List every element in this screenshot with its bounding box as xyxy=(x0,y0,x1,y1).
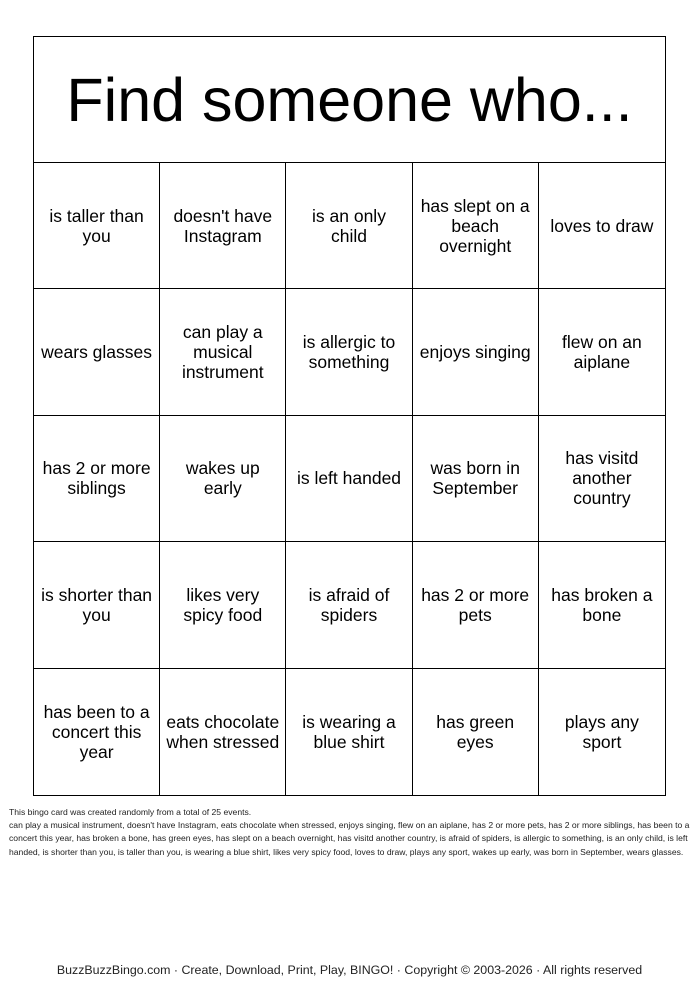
bingo-grid xyxy=(34,163,665,795)
bingo-cell: has green eyes xyxy=(413,669,539,795)
bingo-cell: is taller than you xyxy=(34,163,160,289)
bingo-cell: has slept on a beach overnight xyxy=(413,163,539,289)
bingo-cell: is wearing a blue shirt xyxy=(286,669,412,795)
bingo-cell: wears glasses xyxy=(34,289,160,415)
bingo-cell: likes very spicy food xyxy=(160,542,286,668)
bingo-cell: was born in September xyxy=(413,416,539,542)
card-info xyxy=(9,806,693,859)
card-info-events: can play a musical instrument, doesn't have Instagram, eats chocolate when stressed, enjoys singing, flew on an aiplane, has 2 or more pets, has 2 or more siblings, has been to a concert this year, has broken a bone, has green eyes, has slept on a beach overnight, has visitd another country, is afraid of spiders, is allergic to something, is an only child, is left handed, is shorter than you, is taller than you, is wearing a blue shirt, likes very spicy food, loves to draw, plays any sport, wakes up early, was born in September, wears glasses. xyxy=(9,820,690,857)
bingo-cell: has 2 or more pets xyxy=(413,542,539,668)
bingo-cell: plays any sport xyxy=(564,711,639,752)
bingo-cell: eats chocolate when stressed xyxy=(160,669,286,795)
bingo-cell: doesn't have Instagram xyxy=(160,163,286,289)
footer-copyright: BuzzBuzzBingo.com · Create, Download, Print, Play, BINGO! · Copyright © 2003-2026 · All rights reserved xyxy=(56,963,643,977)
bingo-cell: is shorter than you xyxy=(34,542,160,668)
card-title: Find someone who... xyxy=(34,37,665,163)
bingo-cell: is allergic to something xyxy=(286,289,412,415)
card-info-summary: This bingo card was created randomly from a total of 25 events. xyxy=(9,807,252,817)
bingo-cell: has visitd another country xyxy=(539,416,665,542)
bingo-cell: loves to draw xyxy=(539,163,665,289)
bingo-cell: has 2 or more siblings xyxy=(34,416,160,542)
bingo-cell: has broken a bone xyxy=(539,542,665,668)
bingo-cell: enjoys singing xyxy=(413,289,539,415)
bingo-card xyxy=(33,36,666,796)
bingo-cell: wakes up early xyxy=(160,416,286,542)
bingo-cell: is an only child xyxy=(286,163,412,289)
bingo-cell: is afraid of spiders xyxy=(286,542,412,668)
bingo-cell: is left handed xyxy=(286,416,412,542)
bingo-cell: can play a musical instrument xyxy=(160,289,286,415)
bingo-cell: flew on an aiplane xyxy=(539,289,665,415)
bingo-cell: has been to a concert this year xyxy=(34,669,160,795)
